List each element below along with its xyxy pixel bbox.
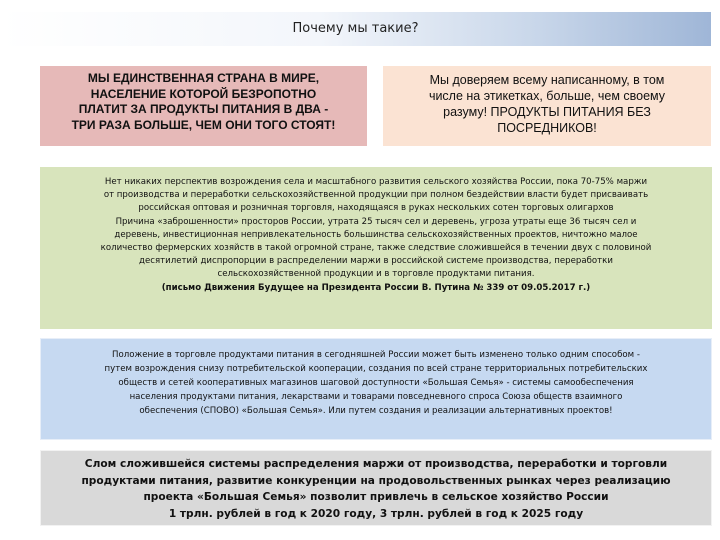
blue-line-3: обществ и сетей кооперативных магазинов шаговой доступности «Большая Семья» - системы самообеспечения — [118, 378, 634, 388]
green-source-line: (письмо Движения Будущее на Президента России В. Путина № 339 от 09.05.2017 г.) — [161, 282, 591, 293]
green-line-8: сельскохозяйственной продукции и в торговле продуктами питания. — [217, 269, 535, 280]
peach-statement-box — [383, 66, 711, 146]
pink-line-4: ТРИ РАЗА БОЛЬШЕ, ЧЕМ ОНИ ТОГО СТОЯТ! — [71, 117, 336, 132]
blue-solution-box — [40, 338, 712, 440]
pink-line-2: НАСЕЛЕНИЕ КОТОРОЙ БЕЗРОПОТНО — [90, 86, 317, 101]
peach-line-1: Мы доверяем всему написанному, в том — [429, 73, 665, 87]
gray-line-4: 1 трлн. рублей в год к 2020 году, 3 трлн. рублей в год к 2025 году — [168, 507, 584, 520]
green-line-7: десятилетий диспропорции в распределении маржи в российской системе производства, переработки — [139, 256, 613, 267]
peach-line-3: разуму! ПРОДУКТЫ ПИТАНИЯ БЕЗ — [443, 105, 651, 119]
title-bar — [0, 12, 711, 46]
green-line-4: Причина «заброшенности» просторов России, утрата 25 тысяч сел и деревень, угроза утраты еще 36 тысяч сел и — [115, 216, 637, 227]
peach-line-2: числе на этикетках, больше, чем своему — [428, 89, 666, 103]
gray-line-1: Слом сложившейся системы распределения маржи от производства, переработки и торговли — [84, 458, 668, 470]
gray-line-3: проекта «Большая Семья» позволит привлечь в сельское хозяйство России — [143, 491, 609, 503]
peach-line-4: ПОСРЕДНИКОВ! — [497, 121, 597, 135]
green-line-5: деревень, инвестиционная непривлекательность большинства сельскохозяйственных проектов, ничтожно малое — [114, 229, 638, 240]
gray-conclusion-box — [40, 450, 712, 526]
green-line-6: количество фермерских хозяйств в такой огромной стране, также следствие сложившейся в течении двух с половиной — [100, 243, 652, 254]
green-line-1: Нет никаких перспектив возрождения села и масштабного развития сельского хозяйства России, пока 70-75% маржи — [104, 177, 648, 187]
slide-title: Почему мы такие? — [292, 21, 419, 36]
blue-line-2: путем возрождения снизу потребительской кооперации, создания по всей стране территориальных потребительских — [104, 364, 648, 374]
green-line-2: от производства и переработки сельскохозяйственной продукции при полном бездействии власти будет присваивать — [103, 190, 649, 201]
blue-line-5: обеспечения (СПОВО) «Большая Семья». Или путем создания и реализации альтернативных проектов! — [139, 406, 613, 416]
green-line-3: российская оптовая и розничная торговля, находящаяся в руках нескольких сотен торговых олигархов — [138, 203, 614, 214]
green-quote-box — [40, 167, 712, 329]
pink-statement-box — [40, 66, 367, 146]
blue-line-4: населения продуктами питания, лекарствами и товарами повседневного спроса Союза обществ взаимного — [129, 392, 623, 402]
pink-line-1: МЫ ЕДИНСТВЕННАЯ СТРАНА В МИРЕ, — [87, 71, 320, 85]
pink-line-3: ПЛАТИТ ЗА ПРОДУКТЫ ПИТАНИЯ В ДВА - — [78, 102, 329, 116]
blue-line-1: Положение в торговле продуктами питания в сегодняшней России может быть изменено только одним способом - — [112, 350, 640, 360]
gray-line-2: продуктами питания, развитие конкуренции на продовольственных рынках через реализацию — [81, 474, 671, 487]
